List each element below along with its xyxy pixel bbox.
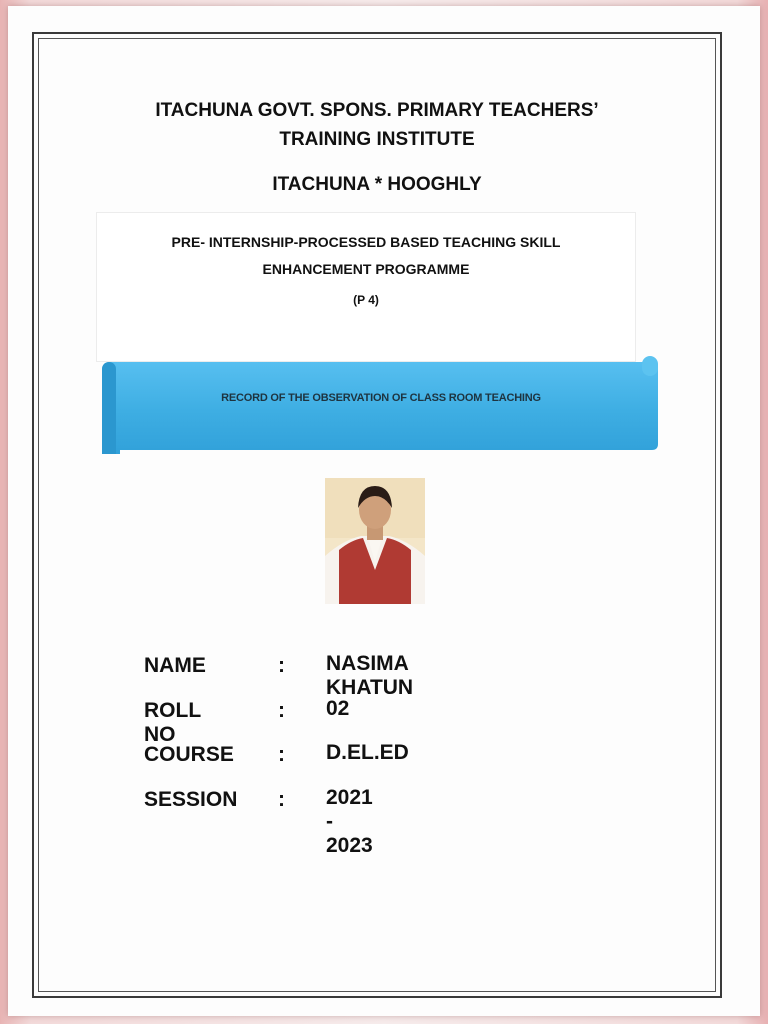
student-photo bbox=[325, 478, 425, 604]
programme-box bbox=[96, 212, 636, 362]
detail-value: NASIMA KHATUN bbox=[326, 652, 414, 699]
detail-separator: : bbox=[278, 698, 285, 722]
scroll-banner-shape bbox=[102, 356, 660, 454]
detail-label: NAME bbox=[144, 654, 206, 677]
document-page bbox=[8, 6, 760, 1016]
detail-value: 02 bbox=[326, 696, 350, 720]
institute-title-line-2: TRAINING INSTITUTE bbox=[279, 129, 475, 151]
institute-title bbox=[38, 96, 716, 155]
institute-title-line-1: ITACHUNA GOVT. SPONS. PRIMARY TEACHERS’ bbox=[155, 100, 599, 121]
detail-value: 2021 - 2023 bbox=[326, 785, 373, 857]
detail-separator: : bbox=[278, 787, 285, 811]
banner-text: RECORD OF THE OBSERVATION OF CLASS ROOM TEACHING bbox=[221, 392, 541, 404]
detail-label: COURSE bbox=[144, 743, 234, 766]
programme-title-line-1: PRE- INTERNSHIP-PROCESSED BASED TEACHING SKILL bbox=[171, 234, 561, 250]
detail-value: D.EL.ED bbox=[326, 741, 409, 764]
programme-title bbox=[97, 229, 635, 282]
detail-label: SESSION bbox=[144, 787, 238, 811]
detail-separator: : bbox=[278, 654, 285, 677]
programme-code: (P 4) bbox=[353, 293, 379, 307]
scroll-banner bbox=[102, 356, 660, 454]
detail-separator: : bbox=[278, 743, 285, 766]
institute-location: ITACHUNA * HOOGHLY bbox=[272, 174, 482, 195]
programme-title-line-2: ENHANCEMENT PROGRAMME bbox=[262, 260, 470, 277]
detail-label: ROLL NO bbox=[144, 698, 201, 746]
